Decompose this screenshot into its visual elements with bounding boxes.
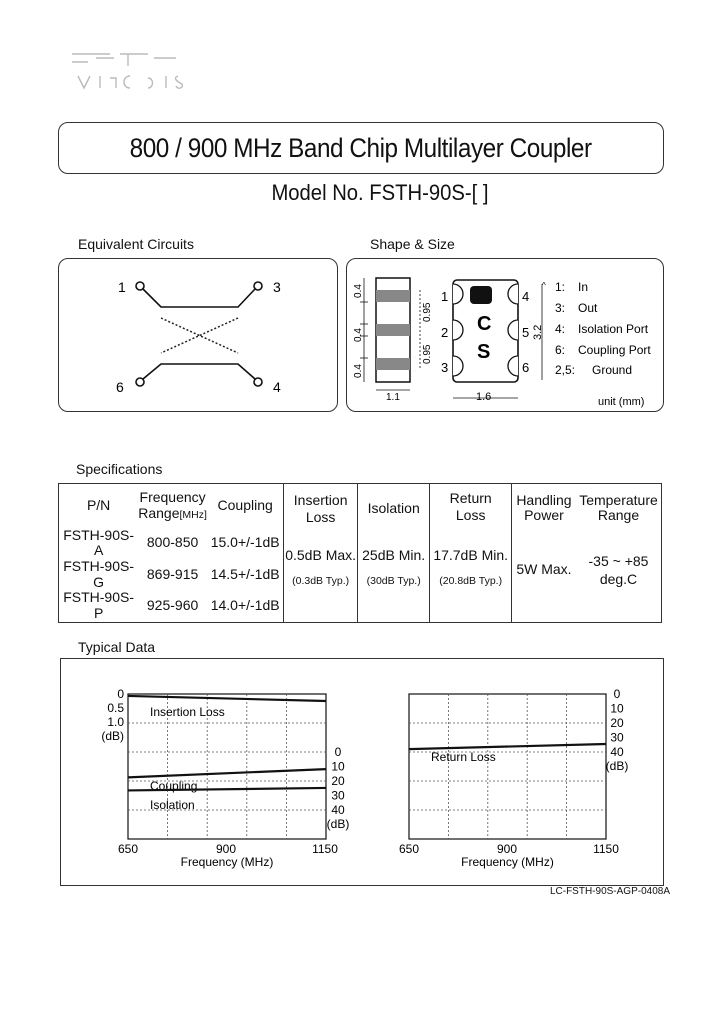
row-g-coupling: 14.5+/-1dB (207, 559, 284, 590)
top-pin-1: 1 (441, 289, 449, 304)
header-hp-line1: Handling (516, 492, 572, 509)
row-a-coupling: 15.0+/-1dB (207, 528, 284, 559)
dim-height: 3.2 (532, 324, 544, 340)
legend-num-1: 1: (555, 280, 566, 294)
plot-frame-2 (409, 694, 606, 839)
specifications-label: Specifications (76, 461, 163, 477)
top-pin-5: 5 (522, 325, 530, 340)
right-tick-label: 10 (610, 701, 624, 716)
header-freq-unit: [MHz] (179, 508, 207, 521)
pin-1-label: 1 (118, 279, 126, 295)
x-tick-label: 900 (215, 842, 237, 856)
model-number-text: Model No. FSTH-90S-[ ] (271, 180, 489, 205)
chip-marking-c: C (477, 313, 492, 335)
top-pin-6: 6 (522, 360, 530, 375)
x-tick-label: 650 (117, 842, 139, 856)
series-label-return-loss: Return Loss (431, 750, 496, 764)
series-line-insertion-loss (128, 696, 326, 701)
right-tick-label: 20 (610, 716, 624, 730)
right-tick-label: 0 (613, 687, 621, 701)
document-code: LC-FSTH-90S-AGP-0408A (549, 886, 670, 897)
rl-min: 17.7dB Min. (433, 547, 509, 564)
legend-desc-25: Ground (592, 363, 633, 377)
dim-height-arrow: ^ (542, 281, 546, 290)
top-pin-3: 3 (441, 360, 449, 375)
header-freq-line2: Range (138, 504, 180, 521)
series-line-return-loss (409, 744, 606, 749)
x-tick-label: 1150 (593, 842, 619, 856)
iso-min: 25dB Min. (362, 547, 426, 564)
header-tr-line2: Range (597, 507, 640, 524)
legend-num-4: 4: (555, 322, 566, 336)
left-tick-label: 0 (117, 687, 124, 701)
dim-width: 1.1 (386, 392, 400, 403)
header-freq-line1: Frequency (139, 489, 206, 506)
left-tick-label: 1.0 (107, 715, 124, 729)
series-label-isolation: Isolation (150, 798, 195, 812)
right-tick-label: 40 (331, 803, 345, 817)
dim-pitch-1: 0.4 (353, 284, 364, 298)
shape-size-label: Shape & Size (370, 236, 455, 252)
rl-typ: (20.8dB Typ.) (439, 575, 503, 588)
temp-line1: -35 ~ +85 (588, 553, 649, 570)
legend-desc-3: Out (578, 301, 598, 315)
chip-marking-s: S (477, 341, 491, 363)
row-g-pn: FSTH-90S-G (63, 557, 135, 590)
series-label-insertion-loss: Insertion Loss (150, 705, 225, 719)
dim-length: 1.6 (476, 391, 492, 403)
header-rl-line2: Loss (455, 507, 486, 524)
row-a-pn: FSTH-90S-A (63, 526, 135, 559)
pin-3-label: 3 (273, 279, 281, 295)
series-label-coupling: Coupling (150, 779, 198, 793)
legend-desc-1: In (578, 280, 589, 294)
right-axis-unit: (dB) (605, 759, 629, 773)
right-tick-label: 10 (331, 759, 345, 774)
header-pn: P/N (86, 496, 111, 513)
header-tr-line1: Temperature (579, 492, 658, 509)
row-p-freq: 925-960 (146, 597, 199, 614)
row-g-freq: 869-915 (146, 565, 199, 582)
series-line-coupling (128, 769, 326, 777)
right-tick-label: 30 (610, 730, 624, 745)
page-title: 800 / 900 MHz Band Chip Multilayer Coupler (130, 132, 592, 163)
top-pin-4: 4 (522, 289, 530, 304)
right-tick-label: 40 (610, 745, 624, 759)
header-coupling: Coupling (207, 484, 284, 528)
il-typ: (0.3dB Typ.) (292, 575, 350, 588)
legend-num-3: 3: (555, 301, 566, 315)
left-axis-unit: (dB) (101, 729, 124, 743)
header-il-line1: Insertion (293, 492, 348, 509)
legend-desc-4: Isolation Port (578, 322, 649, 336)
right-tick-label: 30 (331, 788, 345, 803)
header-il-line2: Loss (305, 509, 336, 526)
dim-gap-2: 0.95 (422, 344, 433, 364)
typical-data-label: Typical Data (78, 639, 156, 655)
legend-num-6: 6: (555, 343, 566, 357)
dim-pitch-3: 0.4 (353, 364, 364, 378)
temp-line2: deg.C (599, 571, 638, 588)
right-tick-label: 0 (334, 745, 342, 759)
equivalent-circuits-label: Equivalent Circuits (78, 236, 194, 252)
dim-pitch-2: 0.4 (353, 328, 364, 342)
x-axis-label: Frequency (MHz) (461, 855, 554, 869)
right-tick-label: 20 (331, 774, 345, 788)
x-axis-label: Frequency (MHz) (180, 855, 274, 869)
legend-desc-6: Coupling Port (578, 343, 651, 357)
right-axis-unit: (dB) (326, 817, 350, 831)
left-tick-label: 0.5 (107, 701, 124, 715)
pin-4-label: 4 (273, 379, 281, 395)
power-value: 5W Max. (516, 561, 572, 578)
x-tick-label: 900 (496, 842, 518, 856)
unit-note: unit (mm) (598, 396, 645, 408)
legend-num-25: 2,5: (555, 363, 576, 377)
row-a-freq: 800-850 (146, 534, 199, 551)
row-p-pn: FSTH-90S-P (63, 589, 135, 621)
header-hp-line2: Power (524, 507, 564, 524)
top-pin-2: 2 (441, 325, 449, 340)
header-rl-line1: Return (449, 490, 492, 507)
x-tick-label: 1150 (312, 842, 338, 856)
x-tick-label: 650 (398, 842, 420, 856)
il-max: 0.5dB Max. (285, 547, 357, 564)
dim-gap-1: 0.95 (422, 302, 433, 322)
pin-6-label: 6 (116, 379, 124, 395)
row-p-coupling: 14.0+/-1dB (207, 590, 284, 622)
header-isolation: Isolation (367, 500, 420, 517)
iso-typ: (30dB Typ.) (366, 575, 421, 588)
